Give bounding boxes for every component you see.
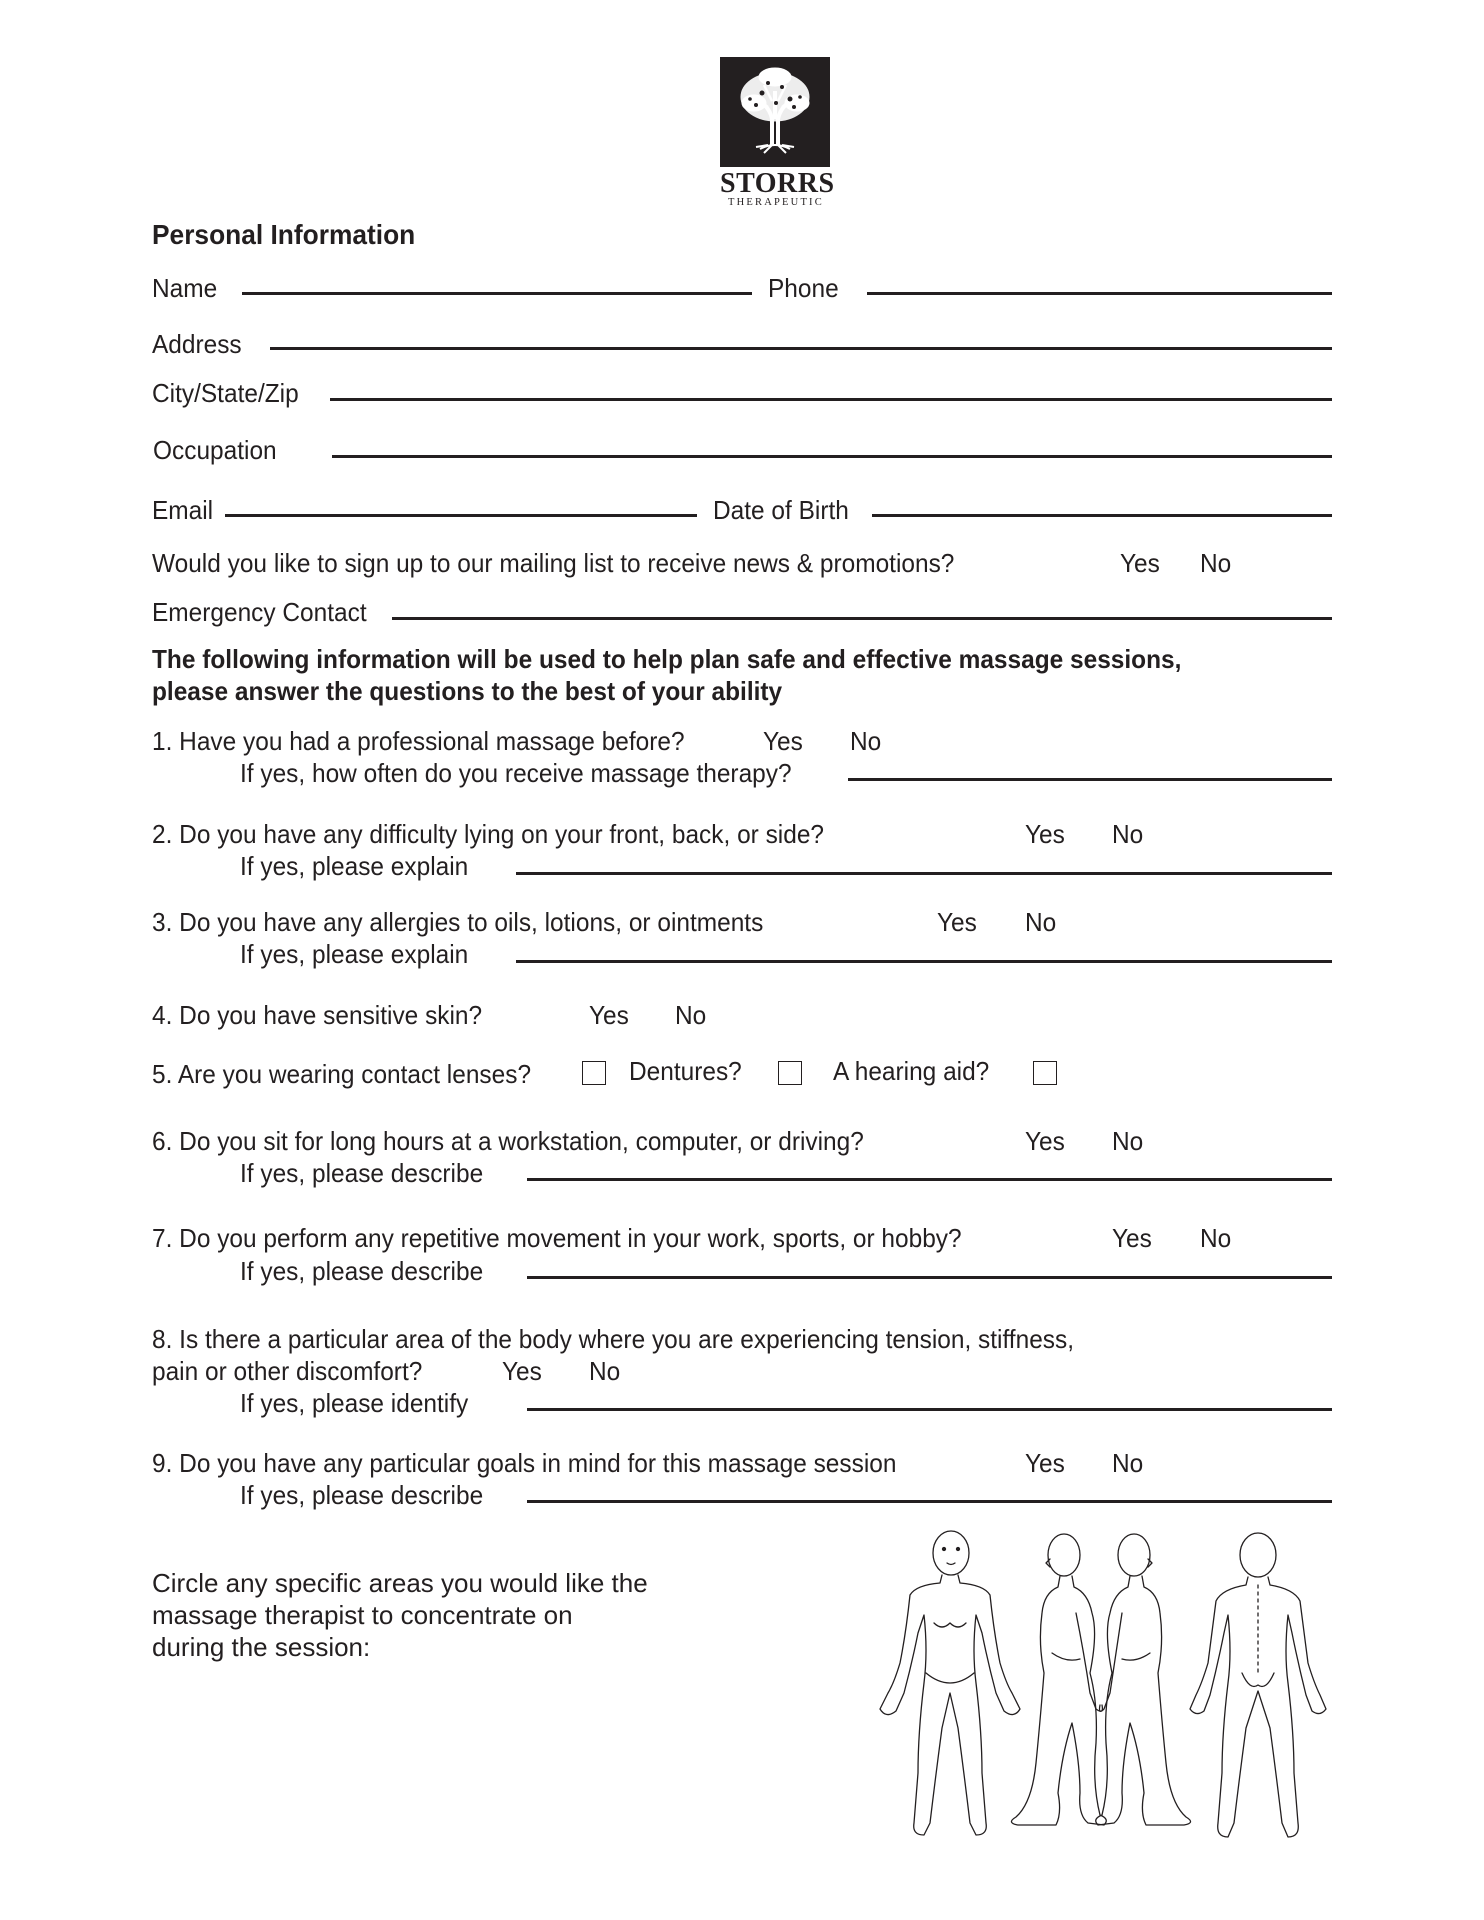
date-of-birth-field[interactable] bbox=[872, 514, 1332, 517]
phone-field[interactable] bbox=[867, 292, 1332, 295]
question-7-followup-field[interactable] bbox=[527, 1276, 1332, 1279]
question-5: 5. Are you wearing contact lenses? bbox=[152, 1059, 532, 1089]
question-3: 3. Do you have any allergies to oils, lotions, or ointments bbox=[152, 907, 764, 937]
intro-text-line-1: The following information will be used to help plan safe and effective massage sessions, bbox=[152, 644, 1182, 674]
section-heading-personal-information: Personal Information bbox=[152, 219, 416, 250]
brand-subtitle: THERAPEUTIC bbox=[728, 197, 824, 208]
question-7-no-option[interactable]: No bbox=[1200, 1223, 1232, 1253]
question-4: 4. Do you have sensitive skin? bbox=[152, 1000, 483, 1030]
contact-lenses-checkbox[interactable] bbox=[582, 1061, 606, 1085]
question-6-followup-label: If yes, please describe bbox=[240, 1158, 484, 1188]
question-8: 8. Is there a particular area of the body where you are experiencing tension, stiffness, bbox=[152, 1324, 1075, 1354]
question-7: 7. Do you perform any repetitive movement in your work, sports, or hobby? bbox=[152, 1223, 962, 1253]
question-7-followup-label: If yes, please describe bbox=[240, 1256, 484, 1286]
city-state-zip-label: City/State/Zip bbox=[152, 378, 299, 408]
body-side-right-figure-icon bbox=[1011, 1534, 1106, 1825]
phone-label: Phone bbox=[768, 273, 839, 303]
emergency-contact-field[interactable] bbox=[392, 617, 1332, 620]
question-8-line-2: pain or other discomfort? bbox=[152, 1356, 423, 1386]
question-2-no-option[interactable]: No bbox=[1112, 819, 1144, 849]
question-6-yes-option[interactable]: Yes bbox=[1025, 1126, 1065, 1156]
question-1-followup-label: If yes, how often do you receive massage therapy? bbox=[240, 758, 792, 788]
question-3-no-option[interactable]: No bbox=[1025, 907, 1057, 937]
city-state-zip-field[interactable] bbox=[330, 398, 1332, 401]
question-9-followup-field[interactable] bbox=[527, 1500, 1332, 1503]
question-2-followup-label: If yes, please explain bbox=[240, 851, 469, 881]
question-7-yes-option[interactable]: Yes bbox=[1112, 1223, 1152, 1253]
question-1: 1. Have you had a professional massage before? bbox=[152, 726, 685, 756]
question-8-yes-option[interactable]: Yes bbox=[502, 1356, 542, 1386]
circle-instructions-line-3: during the session: bbox=[152, 1632, 371, 1662]
emergency-contact-label: Emergency Contact bbox=[152, 597, 367, 627]
question-9-followup-label: If yes, please describe bbox=[240, 1480, 484, 1510]
email-label: Email bbox=[152, 495, 214, 525]
question-6: 6. Do you sit for long hours at a workstation, computer, or driving? bbox=[152, 1126, 864, 1156]
body-front-figure-icon bbox=[880, 1531, 1020, 1835]
question-4-yes-option[interactable]: Yes bbox=[589, 1000, 629, 1030]
question-1-yes-option[interactable]: Yes bbox=[763, 726, 803, 756]
body-back-figure-icon bbox=[1190, 1533, 1326, 1837]
body-side-left-figure-icon bbox=[1096, 1534, 1191, 1825]
question-3-yes-option[interactable]: Yes bbox=[937, 907, 977, 937]
occupation-field[interactable] bbox=[332, 455, 1332, 458]
question-1-followup-field[interactable] bbox=[848, 778, 1332, 781]
address-label: Address bbox=[152, 329, 242, 359]
circle-instructions-line-1: Circle any specific areas you would like the bbox=[152, 1568, 648, 1598]
logo-tree-icon bbox=[720, 57, 830, 167]
address-field[interactable] bbox=[270, 347, 1332, 350]
mailing-list-yes-option[interactable]: Yes bbox=[1120, 548, 1160, 578]
mailing-list-no-option[interactable]: No bbox=[1200, 548, 1232, 578]
question-2: 2. Do you have any difficulty lying on your front, back, or side? bbox=[152, 819, 825, 849]
question-9: 9. Do you have any particular goals in mind for this massage session bbox=[152, 1448, 897, 1478]
question-8-no-option[interactable]: No bbox=[589, 1356, 621, 1386]
question-8-followup-field[interactable] bbox=[527, 1408, 1332, 1411]
email-field[interactable] bbox=[225, 514, 697, 517]
question-2-followup-field[interactable] bbox=[516, 872, 1332, 875]
question-2-yes-option[interactable]: Yes bbox=[1025, 819, 1065, 849]
body-diagram[interactable] bbox=[866, 1523, 1327, 1846]
occupation-label: Occupation bbox=[153, 435, 277, 465]
mailing-list-question: Would you like to sign up to our mailing list to receive news & promotions? bbox=[152, 548, 955, 578]
question-1-no-option[interactable]: No bbox=[850, 726, 882, 756]
question-9-yes-option[interactable]: Yes bbox=[1025, 1448, 1065, 1478]
dentures-checkbox[interactable] bbox=[778, 1061, 802, 1085]
name-label: Name bbox=[152, 273, 218, 303]
question-3-followup-field[interactable] bbox=[516, 960, 1332, 963]
question-4-no-option[interactable]: No bbox=[675, 1000, 707, 1030]
name-field[interactable] bbox=[242, 292, 752, 295]
question-9-no-option[interactable]: No bbox=[1112, 1448, 1144, 1478]
question-3-followup-label: If yes, please explain bbox=[240, 939, 469, 969]
hearing-aid-label: A hearing aid? bbox=[833, 1056, 990, 1086]
question-6-no-option[interactable]: No bbox=[1112, 1126, 1144, 1156]
dentures-label: Dentures? bbox=[629, 1056, 742, 1086]
brand-name: STORRS bbox=[720, 168, 835, 199]
intro-text-line-2: please answer the questions to the best of your ability bbox=[152, 676, 783, 706]
date-of-birth-label: Date of Birth bbox=[713, 495, 849, 525]
question-6-followup-field[interactable] bbox=[527, 1178, 1332, 1181]
circle-instructions-line-2: massage therapist to concentrate on bbox=[152, 1600, 573, 1630]
hearing-aid-checkbox[interactable] bbox=[1033, 1061, 1057, 1085]
question-8-followup-label: If yes, please identify bbox=[240, 1388, 469, 1418]
